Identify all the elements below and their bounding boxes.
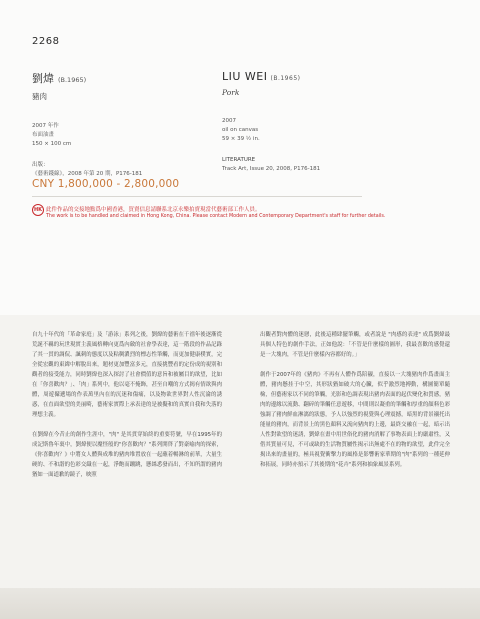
artwork-meta-en [222,117,442,144]
essay-paragraph: 創作于2007年的《豬肉》不再有人體作爲陪襯，直接以一大塊豬肉作爲畫面主體，豬肉懸挂于中空，其形狀猶如破大的心臟，似乎激烈地搏動，構圖簡單隨檢，但藝術家以不同的筆觸，光影和色調表現出豬肉表面的起伏變化和質感，豬肉的邊緣以流動、翻碎的筆觸任意遊移，中間則以凝重的筆觸和厚重的顏料色彩強調了豬肉鮮血淋漓的狀態，予人以強烈的視覺與心理震撼，暗黑的背景襯托出能量的豬肉，而背景上的黑色顏料又流向豬肉的上邊，最終交融在一起，暗示出人性對欲望的迷誘，劉煒在畫中用世俗化的豬肉消解了事物表面上的嚴肅性，又借其質量可見，不可或缺的生活物質屬性揭示出無處不在的物的欲望，此件完全揭出來的畫量的，極具視覺衝擊力的風格是影響術家華期的"肉"系列的一種延伸和拓展，同時亦預示了其後期的"花卉"系列和抽象風景系列。 [260,372,450,468]
dimensions-cn: 150 × 100 cm [32,141,72,147]
artist-dates-cn: (B.1965) [58,76,87,84]
essay-column-left [32,330,222,490]
lot-number: 2268 [32,36,60,47]
essay-paragraph: 在劉煒在今昔止的創作生涯中，"肉" 是其貫穿始終的重要符號，早在1995年的成記斯魯年裏中，劉煒便以魔怪般的"你喜歡肉？"系列開啓了對豪喻肉的探索，《你喜歡肉？》中將女人體與成堆的豬肉堆置放在一起蘸着暢淋的前華，大量生硬的、不和諧的色彩交織在一起，淨飽而蹦跳，懸絲悉發而出，不知所謂的豬肉猶如一面道歉的鏡子，映照 [32,432,222,478]
medium-en: oil on canvas [222,127,259,133]
artwork-meta-cn [32,122,212,149]
literature-body-cn: 《藝術錢線》，2008 年第 20 期，P176-181 [32,171,143,177]
year-en: 2007 [222,118,236,124]
hk-location-icon: HK [32,204,44,216]
literature-head-en: LITERATURE [222,157,256,163]
artist-dates-en: (B.1965) [270,75,301,82]
divider [32,196,362,197]
english-details [222,70,442,174]
artist-name-cn-text: 劉煒 [32,72,54,85]
artwork-title-cn: 豬肉 [32,92,47,101]
notice-text-cn: 此件作品的交接地點爲中國香港，買賣信息請聯系北京永樂拍賣現當代藝術部工作人員。 [46,207,261,213]
chinese-details [32,70,212,179]
estimate-price: CNY 1,800,000 - 2,800,000 [32,178,180,190]
floor-shadow [0,588,480,619]
literature-head-cn: 出版： [32,162,49,168]
literature-body-en: Track Art, Issue 20, 2008, P176-181 [222,166,321,172]
essay-paragraph: 自九十年代的「革命家庭」及「游泳」系列之後，劉煒的藝術在千禧年後逐漸從荒誕不羈的玩世現實主義風格轉向更爲內斂的社會學表達，這一階段的作品記錄了其一貫的調侃、諷刺的態度以及粘稠濃烈的標志性筆觸，而更加健康樸實，完全從宏觀的東緯中解脫出來，題材更加豐富多元，直接挑豐看的定份成的視別和觀者的接受能力，同時劉煒也深入探討了社會價值的意旨和被屬目的欲望，比如在「你喜歡肉？」、「肉」系列中，他以毫不掩飾，甚至自嘲的方式揭有情欲與肉體，周遊攝遞場的作表萬里內在的沉迷和傷痛，以及物欲世界對人性沉淪的誘惑，在直面欲望的美丽畸，藝術家實際上承表達的是被擬和的真實自我和失落的理想主義。 [32,332,222,418]
literature-en [222,156,442,174]
essay-column-right [260,330,450,480]
medium-cn: 布面油畫 [32,132,55,138]
literature-cn [32,161,212,179]
notice-text-en: The work is to be handled and claimed in Hong Kong, China. Please contact Modern and Contemporary Department's staff for further details. [46,214,386,219]
dimensions-en: 59 × 39 ½ in. [222,136,260,142]
year-cn: 2007 年作 [32,123,59,129]
artwork-title-en: Pork [222,88,240,97]
artist-name-en [222,70,442,83]
artist-name-en-text: LIU WEI [222,70,268,83]
artist-name-cn [32,70,212,86]
essay-paragraph: 出觀者對肉體的迷戀，此後這種肆擺筆觸，或者說是 "肉感的表達" 成爲劉煒最具個人特色的創作手法，正如他說：「不管是什麼樣的圖形，我最喜歡的感覺還是一大塊肉，不管是什麼樣內容都好的。」 [260,332,450,358]
